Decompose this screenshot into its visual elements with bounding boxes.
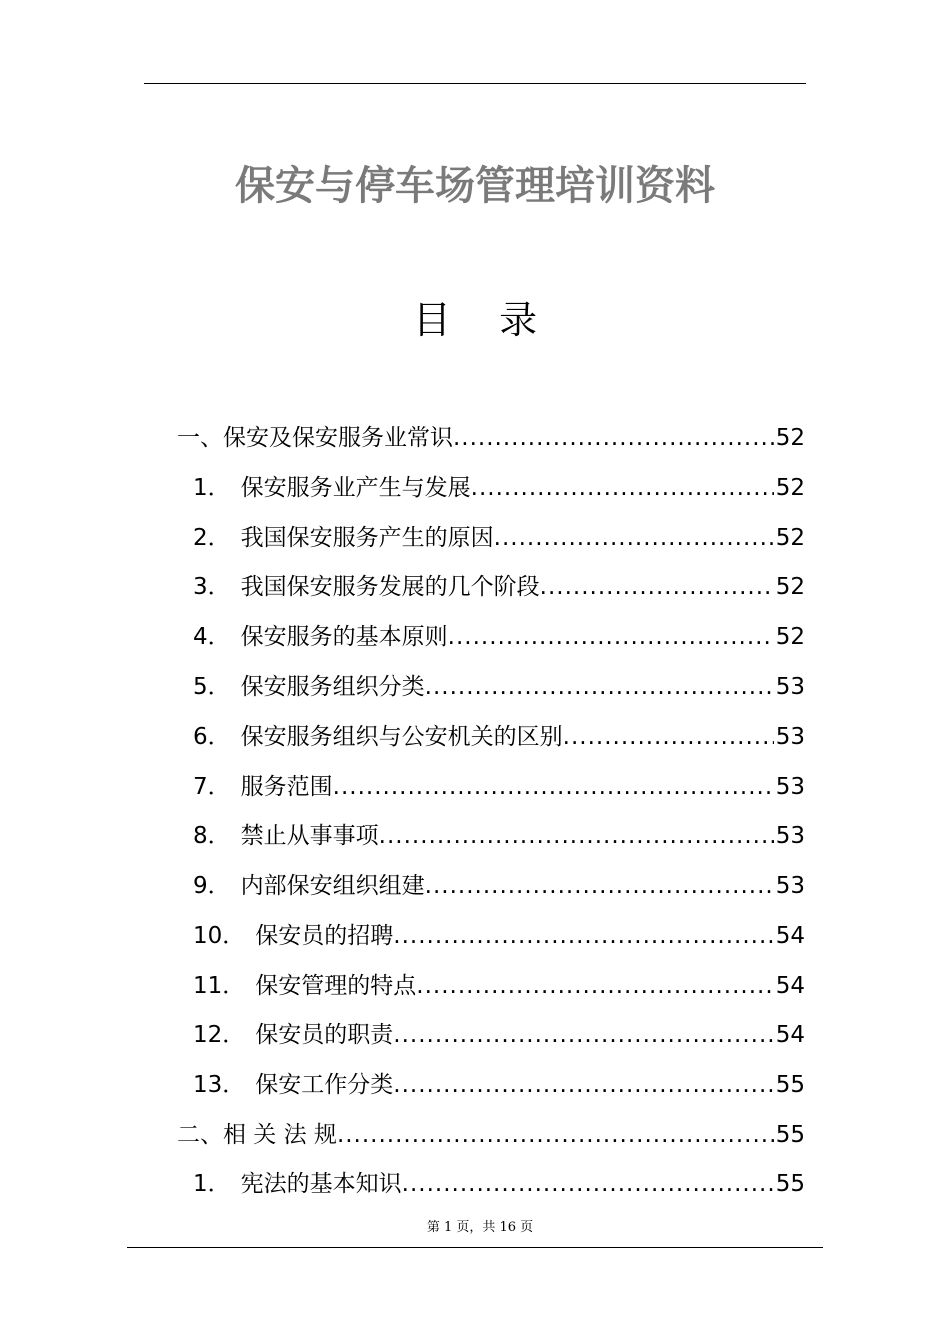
toc-entry-number: 2． — [193, 525, 231, 551]
toc-entry[interactable] — [193, 620, 805, 654]
toc-entry-page: 53 — [775, 674, 805, 700]
toc-entry-number: 13． — [193, 1072, 246, 1098]
toc-entry-number: 3． — [193, 574, 231, 600]
toc-entry-number: 4． — [193, 624, 231, 650]
toc-dot-leader — [393, 1018, 773, 1052]
toc-dot-leader — [540, 570, 774, 604]
toc-entry-number: 1． — [193, 1171, 231, 1197]
toc-dot-leader — [379, 819, 774, 853]
toc-entry-page: 52 — [775, 425, 805, 451]
toc-entry-number: 12． — [193, 1022, 246, 1048]
toc-entry-page: 55 — [775, 1072, 805, 1098]
toc-dot-leader — [337, 1118, 774, 1152]
toc-entry-page: 54 — [775, 923, 805, 949]
toc-entry-page: 53 — [775, 774, 805, 800]
toc-entry[interactable] — [193, 969, 805, 1003]
toc-entry-title: 保安工作分类 — [255, 1072, 394, 1098]
toc-entry-page: 55 — [775, 1122, 805, 1148]
toc-entry-page: 52 — [775, 475, 805, 501]
toc-entry[interactable] — [193, 819, 805, 853]
toc-dot-leader — [494, 521, 774, 555]
toc-entry[interactable] — [193, 770, 805, 804]
toc-entry-number: 1． — [193, 475, 231, 501]
toc-entry-number: 11． — [193, 973, 246, 999]
toc-entry-title: 保安员的招聘 — [255, 923, 394, 949]
footer-rule — [127, 1247, 823, 1248]
toc-entry-page: 52 — [775, 525, 805, 551]
toc-dot-leader — [453, 421, 774, 455]
toc-entry[interactable] — [177, 1118, 805, 1152]
toc-dot-leader — [402, 1167, 774, 1201]
toc-entry[interactable] — [193, 521, 805, 555]
toc-entry[interactable] — [193, 919, 805, 953]
toc-entry-number: 一、 — [177, 425, 223, 451]
toc-entry-title: 宪法的基本知识 — [240, 1171, 402, 1197]
toc-entry[interactable] — [193, 1167, 805, 1201]
toc-entry-number: 9． — [193, 873, 231, 899]
toc-entry-number: 5． — [193, 674, 231, 700]
toc-entry[interactable] — [193, 670, 805, 704]
toc-entry[interactable] — [193, 570, 805, 604]
toc-entry-title: 保安及保安服务业常识 — [223, 425, 453, 451]
toc-entry-title: 保安服务组织与公安机关的区别 — [240, 724, 563, 750]
toc-dot-leader — [471, 471, 774, 505]
page-number-footer: 第 1 页，共 16 页 — [426, 1220, 534, 1235]
toc-entry[interactable] — [193, 1068, 805, 1102]
toc-entry-title: 保安服务的基本原则 — [240, 624, 448, 650]
toc-dot-leader — [448, 620, 774, 654]
toc-dot-leader — [416, 969, 773, 1003]
toc-entry-title: 保安服务组织分类 — [240, 674, 425, 700]
toc-entry-title: 保安员的职责 — [255, 1022, 394, 1048]
toc-entry-title: 内部保安组织组建 — [240, 873, 425, 899]
toc-entry-title: 我国保安服务发展的几个阶段 — [240, 574, 540, 600]
toc-entry-title: 服务范围 — [240, 774, 333, 800]
toc-entry-title: 相 关 法 规 — [223, 1122, 337, 1148]
toc-entry-page: 54 — [775, 973, 805, 999]
toc-dot-leader — [425, 670, 774, 704]
toc-entry-number: 6． — [193, 724, 231, 750]
toc-entry[interactable] — [193, 471, 805, 505]
toc-entry-number: 8． — [193, 823, 231, 849]
toc-entry-page: 52 — [775, 624, 805, 650]
toc-entry[interactable] — [193, 720, 805, 754]
toc-entry[interactable] — [193, 1018, 805, 1052]
toc-dot-leader — [393, 919, 773, 953]
toc-dot-leader — [563, 720, 774, 754]
toc-entry-page: 55 — [775, 1171, 805, 1197]
toc-entry-title: 我国保安服务产生的原因 — [240, 525, 494, 551]
toc-entry[interactable] — [193, 869, 805, 903]
header-rule — [144, 83, 806, 84]
toc-dot-leader — [393, 1068, 773, 1102]
toc-entry-page: 53 — [775, 873, 805, 899]
toc-entry-page: 54 — [775, 1022, 805, 1048]
toc-entry-page: 53 — [775, 823, 805, 849]
toc-entry-page: 52 — [775, 574, 805, 600]
toc-entry-number: 7． — [193, 774, 231, 800]
toc-entry-title: 保安服务业产生与发展 — [240, 475, 471, 501]
toc-dot-leader — [425, 869, 774, 903]
toc-entry[interactable] — [177, 421, 805, 455]
toc-dot-leader — [333, 770, 774, 804]
toc-entry-title: 禁止从事事项 — [240, 823, 379, 849]
toc-entry-title: 保安管理的特点 — [255, 973, 417, 999]
toc-entry-number: 二、 — [177, 1122, 223, 1148]
document-title: 保安与停车场管理培训资料 — [235, 163, 715, 209]
toc-heading: 目 录 — [412, 298, 538, 342]
toc-entry-page: 53 — [775, 724, 805, 750]
toc-entry-number: 10． — [193, 923, 246, 949]
